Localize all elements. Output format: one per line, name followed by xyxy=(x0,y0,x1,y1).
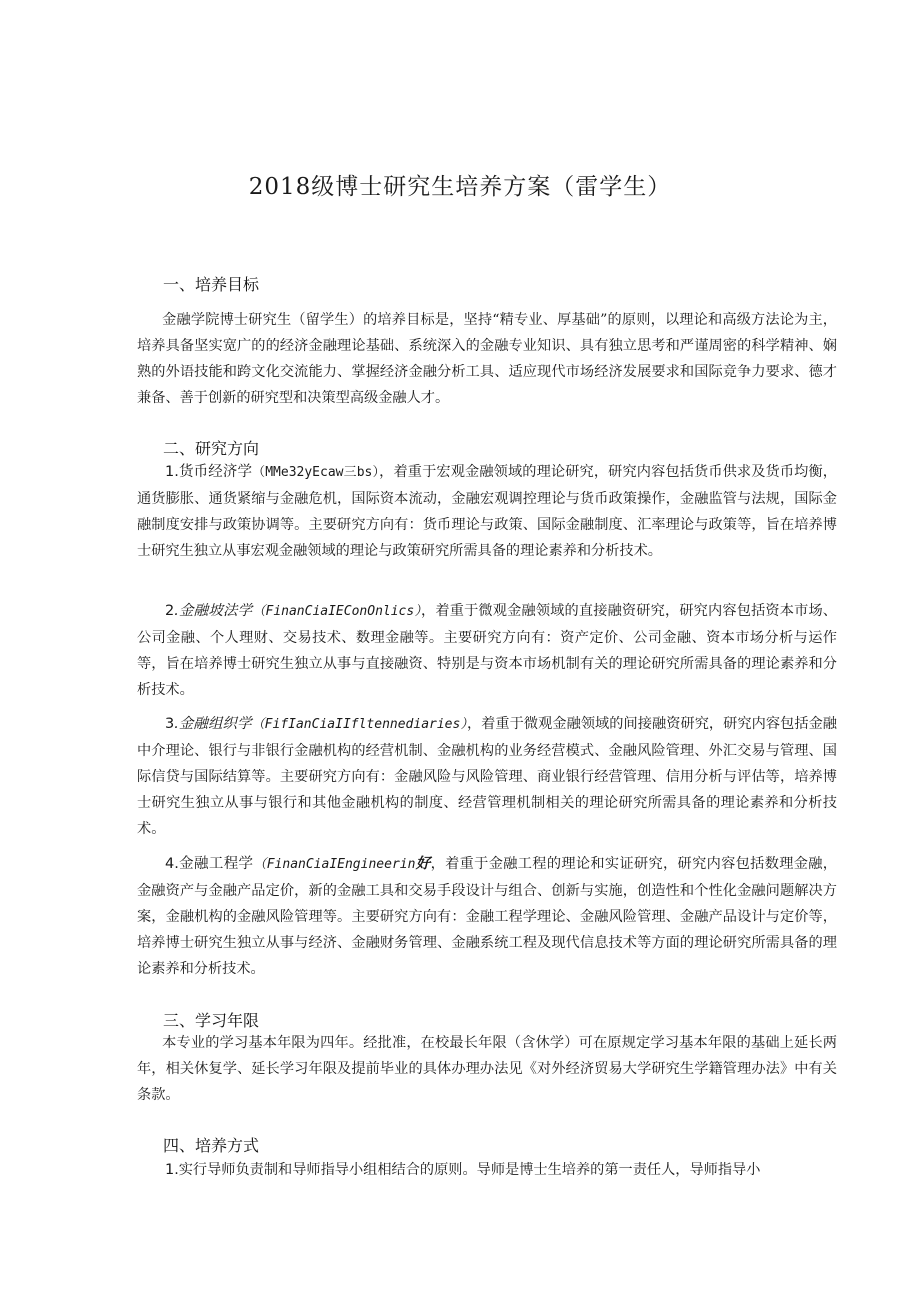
direction-3-number: 3 xyxy=(165,716,175,732)
document-title: 2018级博士研究生培养方案（雷学生） xyxy=(248,174,672,200)
section-heading-goal: 一、培养目标 xyxy=(163,275,260,294)
direction-3-text: ，着重于微观金融领域的间接融资研究，研究内容包括金融中介理论、银行与非银行金融机构的经营机制、金融机构的业务经营模式、金融风险管理、外汇交易与管理、国际信贷与国际结算等。主要研究方向有：金融风险与风险管理、商业银行经营管理、信用分析与评估等，培养博士研究生独立从事与银行和其他金融机构的制度、经营管理机制相关的理论研究所需具备的理论素养和分析技术。 xyxy=(137,716,837,837)
section-heading-directions: 二、研究方向 xyxy=(163,439,260,458)
direction-3-english: （FifIanCiaIIfltennediaries） xyxy=(251,717,467,732)
direction-4-english: （FinanCiaIEngineerin xyxy=(253,857,416,872)
direction-1-text: ，着重于宏观金融领域的理论研究，研究内容包括货币供求及货币均衡，通货膨胀、通货紧缩与金融危机，国际资本流动，金融宏观调控理论与货币政策操作，金融监管与法规，国际金融制度安排与政策协调等。主要研究方向有：货币理论与政策、国际金融制度、汇率理论与政策等，旨在培养博士研究生独立从事宏观金融领域的理论与政策研究所需具备的理论素养和分析技术。 xyxy=(137,464,837,559)
direction-2-number: 2 xyxy=(165,603,175,619)
direction-item-1 xyxy=(137,459,837,564)
direction-item-2 xyxy=(137,598,837,703)
direction-2-title: .金融坡法学 xyxy=(174,603,253,619)
goal-text: 金融学院博士研究生（留学生）的培养目标是，坚持“精专业、厚基础”的原则，以理论和高级方法论为主，培养具备坚实宽广的的经济金融理论基础、系统深入的金融专业知识、具有独立思考和严谨周密的科学精神、娴熟的外语技能和跨文化交流能力、掌握经济金融分析工具、适应现代市场经济发展要求和国际竞争力要求、德才兼备、善于创新的研究型和决策型高级金融人才。 xyxy=(137,312,837,406)
direction-1-title: .货币经济学 xyxy=(174,464,253,480)
direction-2-english: （FinanCiaIEConOnlics） xyxy=(252,604,422,619)
mode-1-number: 1 xyxy=(165,1162,175,1178)
direction-item-3 xyxy=(137,711,837,842)
duration-text: 本专业的学习基本年限为四年。经批准，在校最长年限（含休学）可在原规定学习基本年限的基础上延长两年，相关休复学、延长学习年限及提前毕业的具体办理办法见《对外经济贸易大学研究生学籍管理办法》中有关条款。 xyxy=(137,1035,837,1103)
goal-paragraph xyxy=(137,307,837,411)
direction-4-number: 4 xyxy=(165,856,175,872)
direction-4-english-tail: 好 xyxy=(415,856,431,872)
direction-2-text: ，着重于微观金融领域的直接融资研究，研究内容包括资本市场、公司金融、个人理财、交易技术、数理金融等。主要研究方向有：资产定价、公司金融、资本市场分析与运作等，旨在培养博士研究生独立从事与直接融资、特别是与资本市场机制有关的理论研究所需具备的理论素养和分析技术。 xyxy=(137,603,837,698)
duration-paragraph xyxy=(137,1030,837,1108)
direction-item-4 xyxy=(137,851,837,982)
section-heading-mode: 四、培养方式 xyxy=(163,1136,260,1155)
mode-1-text: .实行导师负责制和导师指导小组相结合的原则。导师是博士生培养的第一责任人，导师指导小 xyxy=(174,1162,761,1178)
direction-4-title: .金融工程学 xyxy=(174,856,254,872)
mode-item-1 xyxy=(137,1157,837,1183)
direction-1-number: 1 xyxy=(165,464,175,480)
section-heading-duration: 三、学习年限 xyxy=(163,1011,260,1030)
direction-4-text: ，着重于金融工程的理论和实证研究，研究内容包括数理金融，金融资产与金融产品定价，新的金融工具和交易手段设计与组合、创新与实施，创造性和个性化金融问题解决方案，金融机构的金融风险管理等。主要研究方向有：金融工程学理论、金融风险管理、金融产品设计与定价等，培养博士研究生独立从事与经济、金融财务管理、金融系统工程及现代信息技术等方面的理论研究所需具备的理论素养和分析技术。 xyxy=(137,856,837,977)
direction-3-title: .金融组织学 xyxy=(174,716,252,732)
direction-1-english: （MMe32yEcaw三bs） xyxy=(252,465,380,480)
